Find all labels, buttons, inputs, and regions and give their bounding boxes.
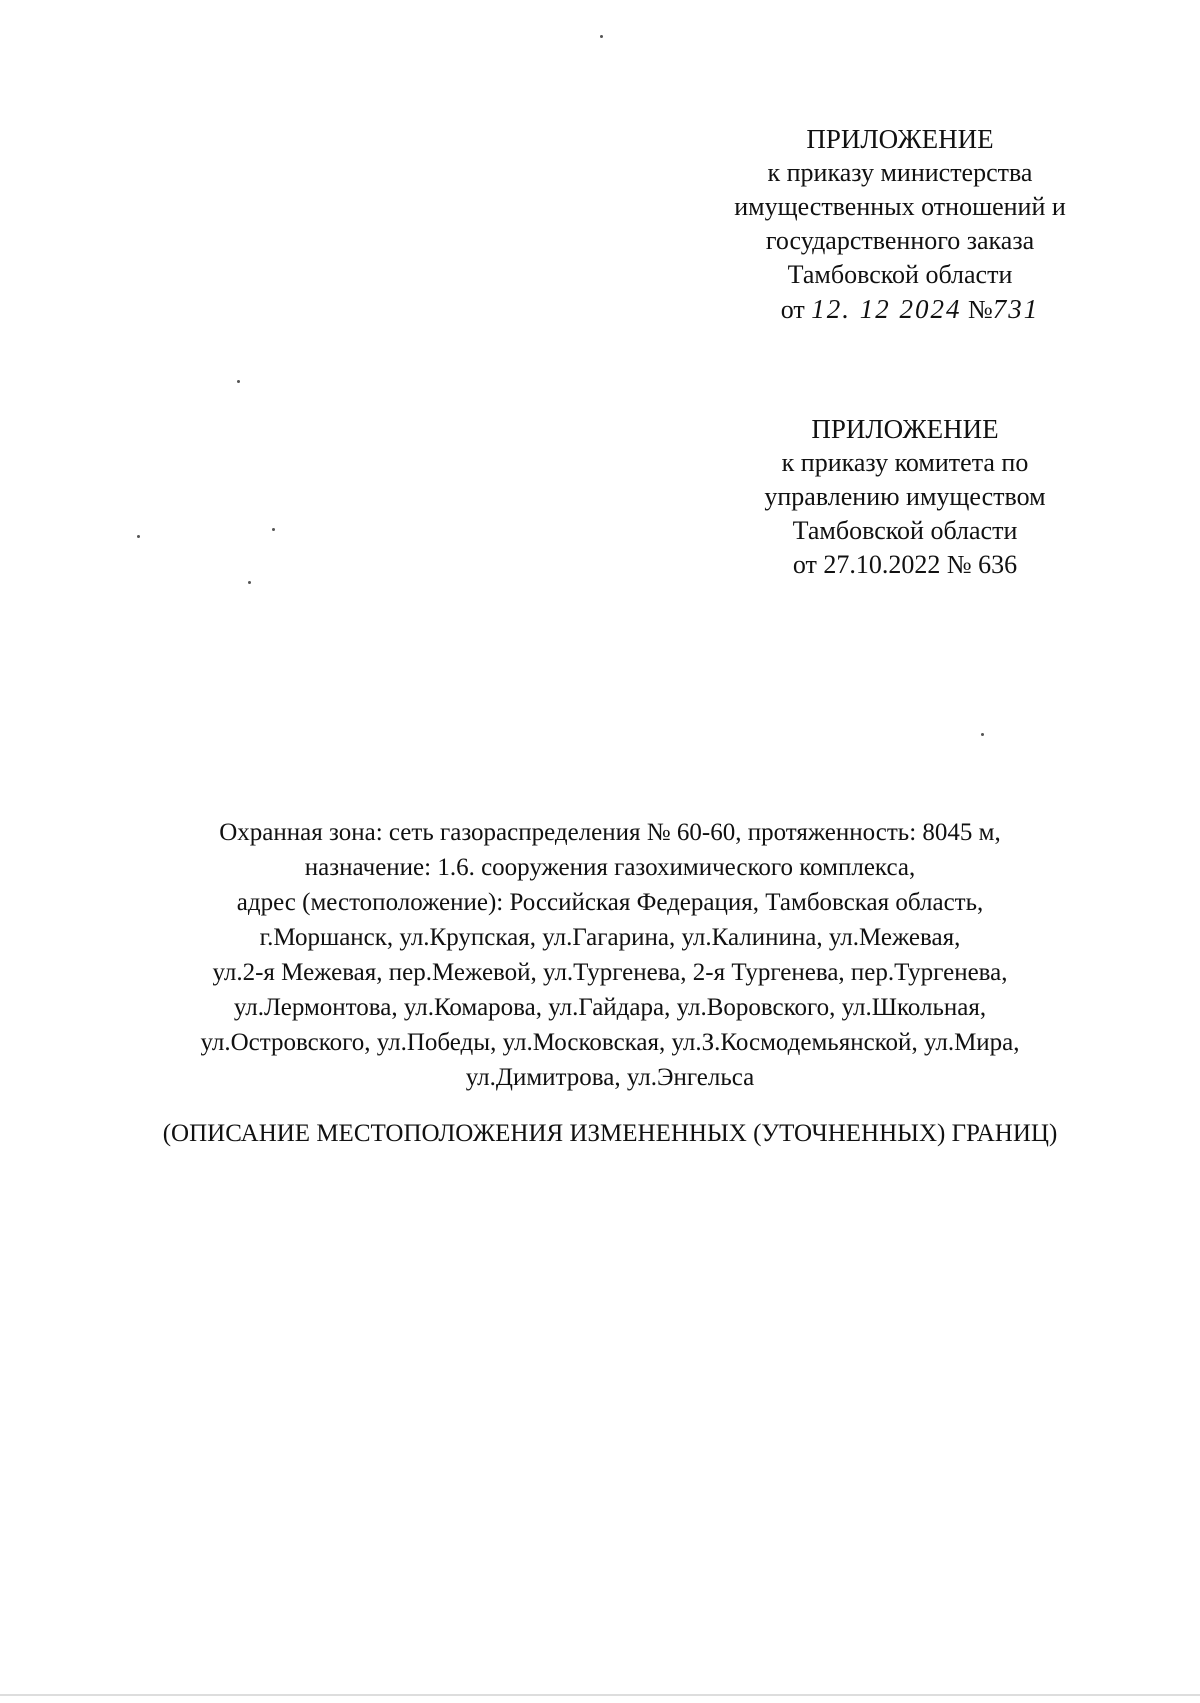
- appendix-line: к приказу министерства: [767, 158, 1033, 187]
- description-line: назначение: 1.6. сооружения газохимического комплекса,: [304, 854, 916, 881]
- boundary-description-title: (ОПИСАНИЕ МЕСТОПОЛОЖЕНИЯ ИЗМЕНЕННЫХ (УТОЧНЕННЫХ) ГРАНИЦ): [162, 1120, 1058, 1147]
- appendix-line: управлению имуществом: [764, 482, 1046, 511]
- scan-speck: [248, 581, 251, 584]
- appendix-line: государственного заказа: [765, 226, 1035, 255]
- appendix-line: к приказу комитета по: [781, 448, 1029, 477]
- scan-speck: [137, 535, 140, 538]
- date-prefix: от: [780, 295, 805, 324]
- order-date-line: [700, 292, 1100, 327]
- scan-speck: [600, 35, 603, 38]
- description-line: ул.Димитрова, ул.Энгельса: [465, 1064, 755, 1091]
- appendix-current-order: [700, 122, 1100, 327]
- scan-bottom-edge: [0, 1694, 1200, 1696]
- scan-speck: [237, 380, 240, 383]
- scan-speck: [272, 528, 275, 531]
- description-line: адрес (местоположение): Российская Федерация, Тамбовская область,: [236, 889, 984, 916]
- appendix-original-order: [720, 412, 1090, 582]
- description-line: ул.Островского, ул.Победы, ул.Московская, ул.З.Космодемьянской, ул.Мира,: [200, 1029, 1020, 1056]
- appendix-title: ПРИЛОЖЕНИЕ: [806, 124, 994, 154]
- description-line: ул.2-я Межевая, пер.Межевой, ул.Тургенева, 2-я Тургенева, пер.Тургенева,: [212, 959, 1008, 986]
- appendix-line: Тамбовской области: [787, 260, 1013, 289]
- description-line: ул.Лермонтова, ул.Комарова, ул.Гайдара, ул.Воровского, ул.Школьная,: [233, 994, 987, 1021]
- appendix-line: Тамбовской области: [792, 516, 1018, 545]
- handwritten-number: 731: [992, 294, 1040, 324]
- scan-speck: [981, 733, 984, 736]
- appendix-line: от 27.10.2022 № 636: [792, 550, 1018, 579]
- description-line: Охранная зона: сеть газораспределения № 60-60, протяженность: 8045 м,: [219, 819, 1001, 846]
- appendix-title: ПРИЛОЖЕНИЕ: [811, 414, 999, 444]
- handwritten-date: 12. 12 2024: [811, 294, 962, 324]
- number-prefix: №: [967, 295, 993, 324]
- description-line: г.Моршанск, ул.Крупская, ул.Гагарина, ул.Калинина, ул.Межевая,: [259, 924, 961, 951]
- appendix-line: имущественных отношений и: [734, 192, 1066, 221]
- zone-description: [140, 815, 1080, 1095]
